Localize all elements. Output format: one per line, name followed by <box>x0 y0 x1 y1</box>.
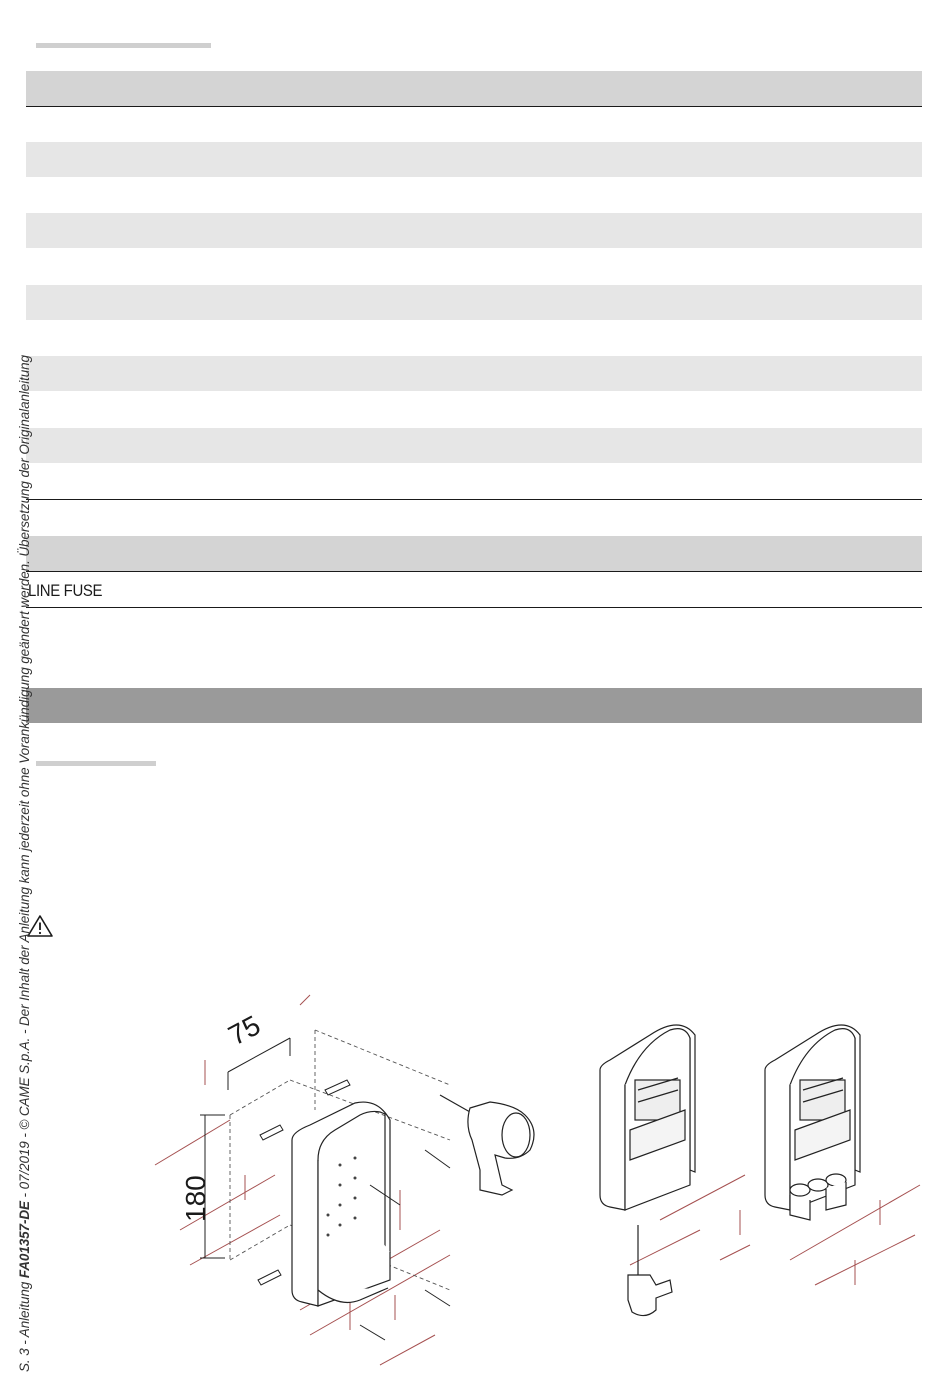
table-row <box>26 320 922 355</box>
table-row <box>26 178 922 213</box>
table-row <box>26 107 922 142</box>
enclosure-installation-figure <box>590 1010 930 1330</box>
section-bar <box>26 688 922 723</box>
fuse-table-header-row <box>26 536 922 572</box>
table-row <box>26 142 922 177</box>
sidebar-legal-text: - 07/2019 - © CAME S.p.A. - Der Inhalt der Anleitung kann jederzeit ohne Vorankündigung geändert werden. Übersetzung der Originalanleitung <box>17 355 32 1202</box>
dimension-180-label: 180 <box>180 1175 211 1222</box>
fuse-table-row <box>26 572 922 607</box>
sidebar-footer-text <box>17 355 32 1372</box>
sidebar-page-prefix: S. 3 - Anleitung <box>17 1278 32 1372</box>
table-row <box>26 463 922 498</box>
table-bottom-rule <box>26 499 922 500</box>
table-row <box>26 213 922 248</box>
section-heading-underline <box>36 761 156 766</box>
section-heading-underline-top <box>36 43 211 48</box>
table-row <box>26 285 922 320</box>
sidebar-doc-code: FA01357-DE <box>17 1201 32 1279</box>
line-fuse-label: LINE FUSE <box>28 581 103 600</box>
fuse-table-bottom-rule <box>26 607 922 608</box>
table-row <box>26 356 922 391</box>
mounting-dimensions-figure <box>150 990 560 1380</box>
table-row <box>26 392 922 427</box>
table-row <box>26 428 922 463</box>
table-header-row <box>26 71 922 107</box>
dimension-75-label: 75 <box>223 1009 266 1052</box>
table-row <box>26 249 922 284</box>
